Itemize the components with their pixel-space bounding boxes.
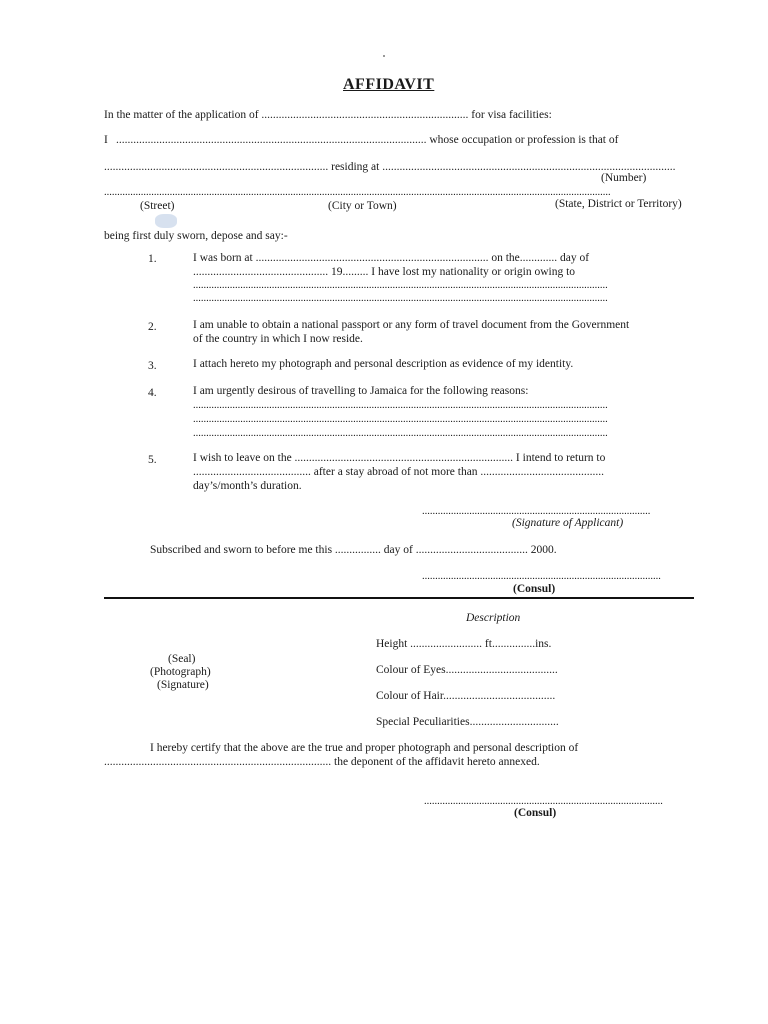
certification-line-a: I hereby certify that the above are the true and proper photograph and personal description of [150, 742, 579, 754]
item-2-line-a: I am unable to obtain a national passport or any form of travel document from the Government [193, 319, 630, 331]
occupation-line: ............................................................................................................ whose occupation or profession is that of [116, 134, 619, 146]
item-number-3: 3. [148, 360, 157, 372]
address-dots: ................................................................................................................................................................................................. [104, 187, 611, 198]
residing-line: .............................................................................. residing at ...................................................................................................... [104, 161, 676, 173]
consul-signature-line-2: ........................................................................................... [424, 796, 663, 807]
consul-label-2: (Consul) [514, 807, 557, 819]
peculiarities-field: Special Peculiarities............................... [376, 716, 559, 728]
signature-label: (Signature) [157, 679, 209, 691]
item-4-line-a: I am urgently desirous of travelling to Jamaica for the following reasons: [193, 385, 529, 397]
scan-speck [383, 55, 385, 57]
item-4-line-d: .............................................................................................................................................................. [193, 428, 608, 439]
certification-line-b: ............................................................................... the deponent of the affidavit hereto annexed. [104, 756, 540, 768]
subscribed-line: Subscribed and sworn to before me this ................ day of ....................................... 2000. [150, 544, 557, 556]
hair-colour-field: Colour of Hair....................................... [376, 690, 556, 702]
i-line-label: I [104, 134, 108, 146]
consul-label-1: (Consul) [513, 583, 556, 595]
item-3-line: I attach hereto my photograph and personal description as evidence of my identity. [193, 358, 574, 370]
applicant-signature-label: (Signature of Applicant) [512, 517, 624, 529]
applicant-signature-line: ....................................................................................... [422, 506, 651, 517]
item-number-5: 5. [148, 454, 157, 466]
height-field: Height ......................... ft...............ins. [376, 638, 552, 650]
item-number-1: 1. [148, 253, 157, 265]
seal-label: (Seal) [168, 653, 196, 665]
item-5-line-a: I wish to leave on the ............................................................................ I intend to return to [193, 452, 606, 464]
section-divider [104, 597, 694, 599]
number-label: (Number) [601, 172, 647, 184]
matter-line: In the matter of the application of ........................................................................ for visa facilities: [104, 109, 552, 121]
sworn-line: being first duly sworn, depose and say:- [104, 230, 288, 242]
page-title: AFFIDAVIT [343, 76, 435, 93]
consul-signature-line-1: ........................................................................................... [422, 571, 661, 582]
item-1-line-c: .............................................................................................................................................................. [193, 280, 608, 291]
ink-smudge [155, 214, 177, 228]
item-2-line-b: of the country in which I now reside. [193, 333, 363, 345]
item-1-line-b: ............................................... 19......... I have lost my nationality or origin owing to [193, 266, 576, 278]
photograph-label: (Photograph) [150, 666, 211, 678]
item-1-line-d: .............................................................................................................................................................. [193, 293, 608, 304]
item-1-line-a: I was born at ................................................................................. on the............. day of [193, 252, 590, 264]
item-4-line-c: .............................................................................................................................................................. [193, 414, 608, 425]
state-label: (State, District or Territory) [555, 198, 682, 210]
item-5-line-b: ......................................... after a stay abroad of not more than ........................................... [193, 466, 605, 478]
item-5-line-c: day’s/month’s duration. [193, 480, 302, 492]
city-label: (City or Town) [328, 200, 397, 212]
description-heading: Description [466, 612, 521, 624]
item-4-line-b: .............................................................................................................................................................. [193, 400, 608, 411]
eye-colour-field: Colour of Eyes....................................... [376, 664, 558, 676]
item-number-2: 2. [148, 321, 157, 333]
street-label: (Street) [140, 200, 175, 212]
item-number-4: 4. [148, 387, 157, 399]
